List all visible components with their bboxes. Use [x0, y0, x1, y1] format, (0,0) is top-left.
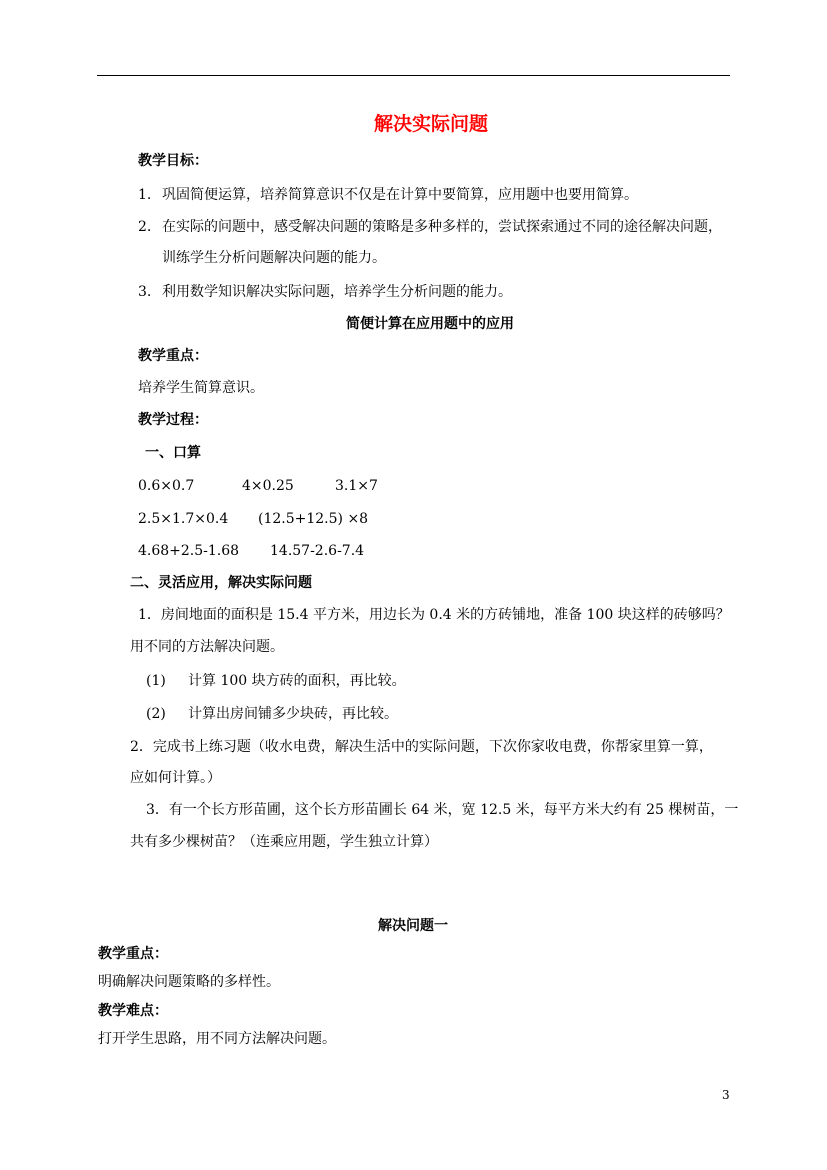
problem-text: 用不同的方法解决问题。: [130, 639, 284, 655]
oral-expression: 4×0.25: [242, 478, 294, 494]
section-heading: 解决问题一: [378, 918, 448, 934]
key-point-heading: 教学重点：: [98, 946, 168, 962]
objective-text-continued: 训练学生分析问题解决问题的能力。: [162, 250, 386, 266]
key-point-text: 明确解决问题策略的多样性。: [98, 974, 280, 990]
process-heading: 教学过程：: [138, 412, 208, 428]
sub-item-number: (2): [146, 706, 166, 722]
difficulty-heading: 教学难点：: [98, 1003, 168, 1019]
oral-expression: 0.6×0.7: [138, 478, 195, 494]
oral-expression: 14.57-2.6-7.4: [270, 543, 365, 559]
part-heading: 一、口算: [145, 445, 201, 461]
oral-expression: 3.1×7: [335, 478, 378, 494]
sub-item-text: 计算 100 块方砖的面积，再比较。: [188, 673, 406, 689]
key-point-text: 培养学生简算意识。: [138, 380, 264, 396]
difficulty-text: 打开学生思路，用不同方法解决问题。: [98, 1031, 336, 1047]
key-point-heading: 教学重点：: [138, 348, 208, 364]
header-rule: [97, 75, 730, 76]
oral-expression: (12.5+12.5) ×8: [258, 511, 369, 527]
objective-number: 3.: [138, 284, 152, 300]
section-heading: 简便计算在应用题中的应用: [346, 316, 514, 332]
objective-text: 利用数学知识解决实际问题，培养学生分析问题的能力。: [162, 284, 512, 300]
sub-item-text: 计算出房间铺多少块砖，再比较。: [188, 706, 398, 722]
problem-text: 共有多少棵树苗？（连乘应用题，学生独立计算）: [130, 834, 438, 850]
oral-expression: 4.68+2.5-1.68: [138, 543, 240, 559]
objective-number: 2.: [138, 219, 152, 235]
part-heading: 二、灵活应用，解决实际问题: [130, 575, 312, 591]
objectives-heading: 教学目标：: [138, 153, 208, 169]
page-number: 3: [722, 1088, 730, 1102]
problem-text: 2．完成书上练习题（收水电费，解决生活中的实际问题，下次你家收电费，你帮家里算一算，: [130, 739, 713, 755]
objective-text: 巩固简便运算，培养简算意识不仅是在计算中要简算，应用题中也要用简算。: [162, 187, 638, 203]
page-title: 解决实际问题: [374, 113, 489, 135]
oral-expression: 2.5×1.7×0.4: [138, 511, 229, 527]
problem-text: 1．房间地面的面积是 15.4 平方米，用边长为 0.4 米的方砖铺地，准备 100 块这样的砖够吗？: [138, 607, 730, 623]
sub-item-number: (1): [146, 673, 166, 689]
objective-number: 1.: [138, 187, 152, 203]
problem-text: 应如何计算。）: [130, 770, 221, 786]
problem-text: 3．有一个长方形苗圃，这个长方形苗圃长 64 米，宽 12.5 米，每平方米大约有 25 棵树苗，一: [146, 802, 739, 818]
objective-text: 在实际的问题中，感受解决问题的策略是多种多样的，尝试探索通过不同的途径解决问题，: [162, 219, 722, 235]
